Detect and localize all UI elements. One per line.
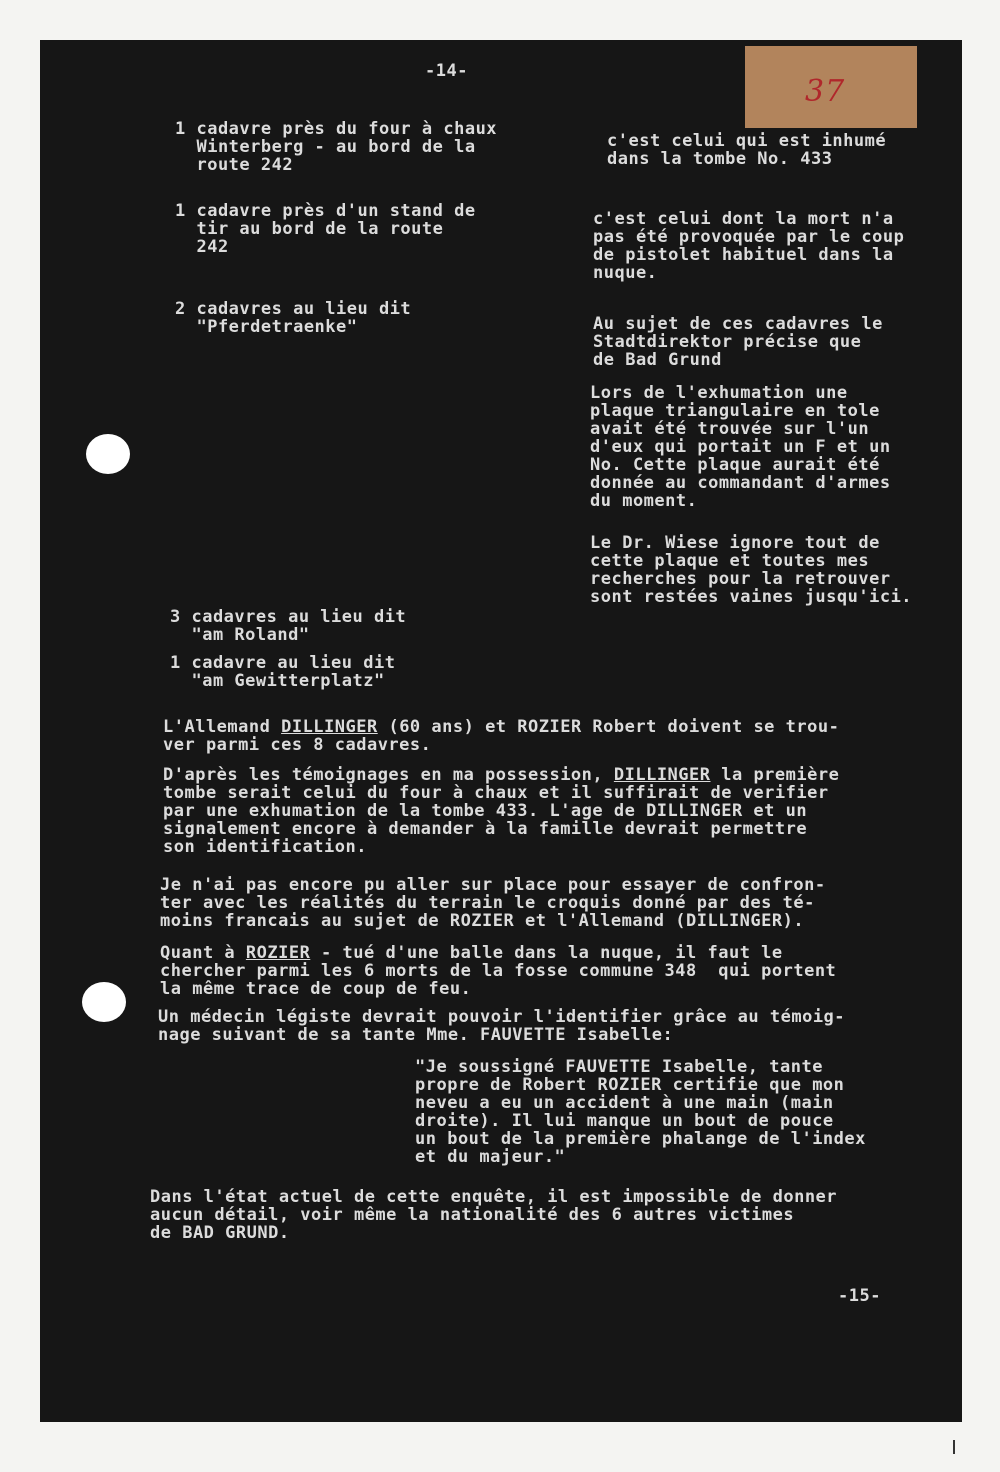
scan-mark	[953, 1440, 955, 1454]
paragraph: Un médecin légiste devrait pouvoir l'identifier grâce au témoig- nage suivant de sa tante Mme. FAUVETTE Isabelle:	[158, 1007, 846, 1045]
right-entry: c'est celui dont la mort n'a pas été provoquée par le coup de pistolet habituel dans la nuque.	[593, 209, 905, 283]
name-underlined: DILLINGER	[613, 765, 711, 785]
text: D'après les témoignages en ma possession,	[163, 765, 614, 785]
text: Quant à	[160, 943, 246, 963]
text: la première tombe serait celui du four à chaux et il suffirait de verifier par une exhumation de la tombe 433. L'age de DILLINGER et un signalement encore à demander à la famille devrait permettre son identification.	[163, 765, 840, 857]
paragraph	[163, 718, 839, 754]
left-entry: 3 cadavres au lieu dit "am Roland"	[170, 607, 407, 645]
right-entry: Lors de l'exhumation une plaque triangulaire en tole avait été trouvée sur l'un d'eux qui portait un F et un No. Cette plaque aurait été donnée au commandant d'armes du moment.	[590, 383, 891, 511]
name-underlined: DILLINGER	[281, 717, 378, 737]
left-entry: 1 cadavre près d'un stand de tir au bord de la route 242	[175, 201, 476, 257]
right-entry: Au sujet de ces cadavres le Stadtdirektor précise que de Bad Grund	[593, 314, 883, 370]
name-underlined: ROZIER	[245, 943, 311, 963]
left-entry: 1 cadavre près du four à chaux Winterberg - au bord de la route 242	[175, 119, 498, 175]
paragraph: Dans l'état actuel de cette enquête, il est impossible de donner aucun détail, voir même la nationalité des 6 autres victimes de BAD GRUND.	[150, 1187, 838, 1243]
page-number-next: -15-	[838, 1286, 881, 1306]
punch-hole	[82, 982, 126, 1022]
text: - tué d'une balle dans la nuque, il faut le chercher parmi les 6 morts de la fosse commune 348 qui portent la même trace de coup de feu.	[160, 943, 837, 999]
text: L'Allemand	[163, 717, 282, 737]
right-entry: c'est celui qui est inhumé dans la tombe No. 433	[607, 131, 887, 169]
paragraph	[163, 766, 839, 856]
paragraph	[160, 944, 836, 998]
quotation: "Je soussigné FAUVETTE Isabelle, tante propre de Robert ROZIER certifie que mon neveu a eu un accident à une main (main droite). Il lui manque un bout de pouce un bout de la première phalange de l'index et du majeur."	[415, 1057, 866, 1167]
page-number-top: -14-	[425, 61, 468, 81]
left-entry: 2 cadavres au lieu dit "Pferdetraenke"	[175, 299, 412, 337]
paragraph: Je n'ai pas encore pu aller sur place pour essayer de confron- ter avec les réalités du terrain le croquis donné par des té- moins francais au sujet de ROZIER et l'Allemand (DILLINGER).	[160, 875, 826, 931]
punch-hole	[86, 434, 130, 474]
right-entry: Le Dr. Wiese ignore tout de cette plaque et toutes mes recherches pour la retrouver sont restées vaines jusqu'ici.	[590, 533, 913, 607]
text: (60 ans) et ROZIER Robert doivent se trou- ver parmi ces 8 cadavres.	[163, 717, 840, 755]
left-entry: 1 cadavre au lieu dit "am Gewitterplatz"	[170, 653, 396, 691]
archive-number: 37	[805, 74, 846, 109]
